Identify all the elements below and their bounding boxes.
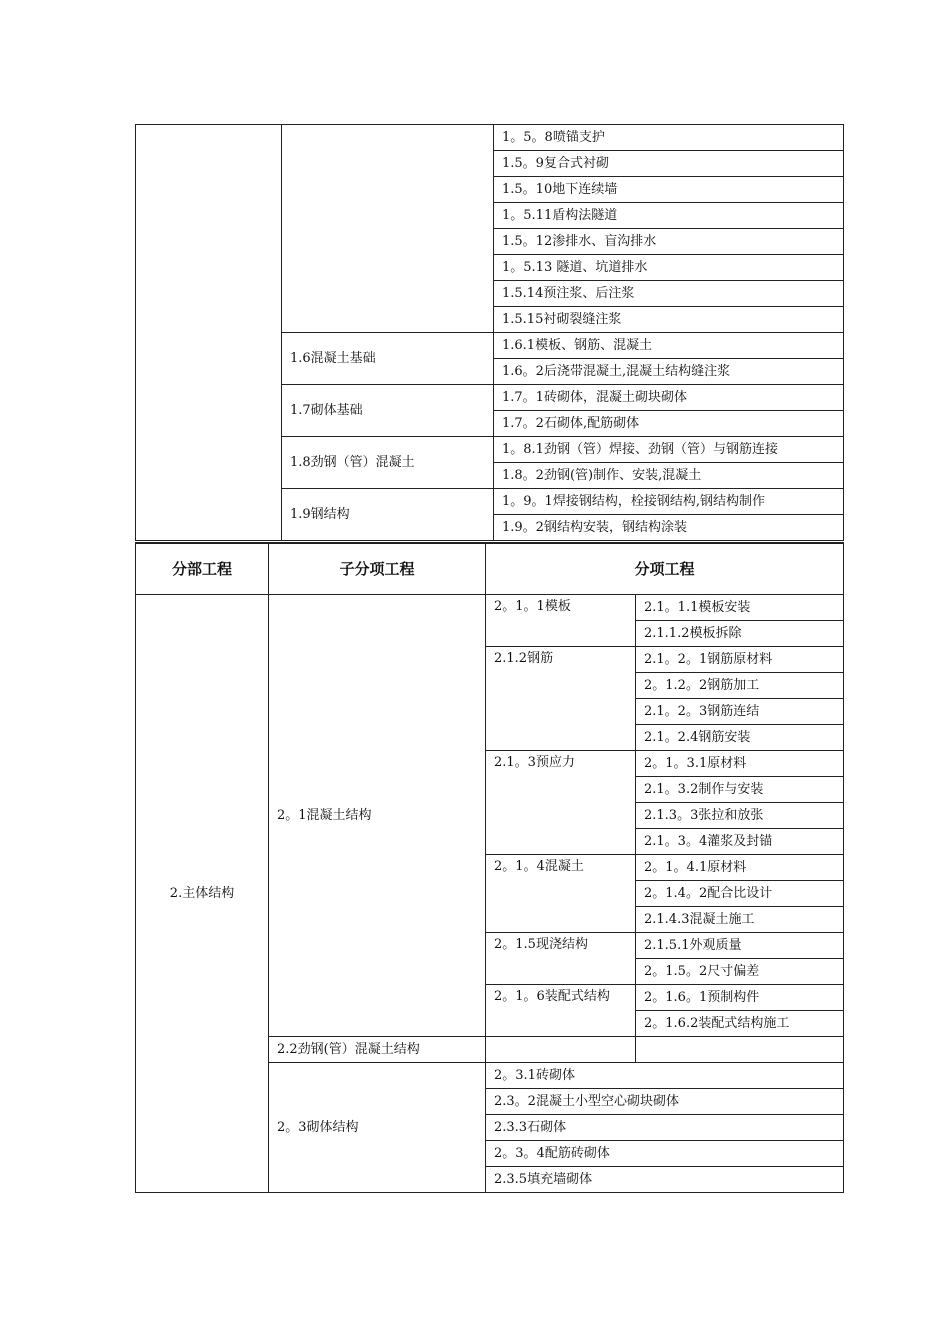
sub-item-cell: 2。1.6。1预制构件 — [636, 985, 844, 1011]
item-cell: 1.5.15衬砌裂缝注浆 — [494, 307, 844, 333]
main-structure-table — [135, 542, 844, 1193]
item-cell: 2.3.3石砌体 — [486, 1115, 844, 1141]
item-group: 2。1。4混凝土 — [486, 855, 636, 933]
sub-item-cell: 2.1。2.4钢筋安装 — [636, 725, 844, 751]
item-cell: 1.6。2后浇带混凝土,混凝土结构缝注浆 — [494, 359, 844, 385]
sub-division-cell: 1.9钢结构 — [282, 489, 494, 541]
item-cell: 1.7。1砖砌体，混凝土砌块砌体 — [494, 385, 844, 411]
sub-item-cell: 2.1。2。3钢筋连结 — [636, 699, 844, 725]
sub-item-cell: 2.1.5.1外观质量 — [636, 933, 844, 959]
item-group: 2。1.5现浇结构 — [486, 933, 636, 985]
item-group: 2.1。3预应力 — [486, 751, 636, 855]
item-cell: 1.9。2钢结构安装，钢结构涂装 — [494, 515, 844, 541]
sub-division-steel-concrete: 2.2劲钢(管）混凝土结构 — [269, 1037, 486, 1063]
sub-division-cell-empty — [282, 125, 494, 333]
division-cell-empty — [136, 125, 282, 541]
sub-item-cell: 2。1.5。2尺寸偏差 — [636, 959, 844, 985]
sub-division-cell: 1.8劲钢（管）混凝土 — [282, 437, 494, 489]
item-cell: 2。3。4配筋砖砌体 — [486, 1141, 844, 1167]
item-cell: 1.5。9复合式衬砌 — [494, 151, 844, 177]
item-cell: 2。3.1砖砌体 — [486, 1063, 844, 1089]
item-cell: 1.7。2石砌体,配筋砌体 — [494, 411, 844, 437]
empty-cell — [486, 1037, 636, 1063]
sub-item-cell: 2.1.3。3张拉和放张 — [636, 803, 844, 829]
item-cell: 2.3。2混凝土小型空心砌块砌体 — [486, 1089, 844, 1115]
sub-division-masonry: 2。3砌体结构 — [269, 1063, 486, 1193]
item-cell: 1。8.1劲钢（管）焊接、劲钢（管）与钢筋连接 — [494, 437, 844, 463]
sub-item-cell: 2.1。1.1模板安装 — [636, 595, 844, 621]
item-group: 2。1。1模板 — [486, 595, 636, 647]
item-cell: 1。9。1焊接钢结构，栓接钢结构,钢结构制作 — [494, 489, 844, 515]
item-cell: 2.3.5填充墙砌体 — [486, 1167, 844, 1193]
sub-division-cell: 1.7砌体基础 — [282, 385, 494, 437]
sub-item-cell: 2。1。4.1原材料 — [636, 855, 844, 881]
item-group: 2。1。6装配式结构 — [486, 985, 636, 1037]
item-cell: 1.5。12渗排水、盲沟排水 — [494, 229, 844, 255]
item-cell: 1.6.1模板、钢筋、混凝土 — [494, 333, 844, 359]
continuation-table — [135, 124, 844, 541]
item-group: 2.1.2钢筋 — [486, 647, 636, 751]
header-sub-division: 子分项工程 — [269, 543, 486, 595]
item-cell: 1.5。10地下连续墙 — [494, 177, 844, 203]
item-cell: 1。5。8喷锚支护 — [494, 125, 844, 151]
division-main-structure: 2.主体结构 — [136, 595, 269, 1193]
header-items: 分项工程 — [486, 543, 844, 595]
sub-division-concrete: 2。1混凝土结构 — [269, 595, 486, 1037]
sub-item-cell: 2.1.1.2模板拆除 — [636, 621, 844, 647]
sub-division-cell: 1.6混凝土基础 — [282, 333, 494, 385]
sub-item-cell: 2。1.2。2钢筋加工 — [636, 673, 844, 699]
sub-item-cell: 2.1。3。4灌浆及封锚 — [636, 829, 844, 855]
sub-item-cell: 2.1。2。1钢筋原材料 — [636, 647, 844, 673]
table-header-row — [136, 543, 844, 595]
sub-item-cell: 2.1。3.2制作与安装 — [636, 777, 844, 803]
sub-item-cell: 2。1.6.2装配式结构施工 — [636, 1011, 844, 1037]
item-cell: 1.8。2劲钢(管)制作、安装,混凝土 — [494, 463, 844, 489]
sub-item-cell: 2。1。3.1原材料 — [636, 751, 844, 777]
header-division: 分部工程 — [136, 543, 269, 595]
item-cell: 1.5.14预注浆、后注浆 — [494, 281, 844, 307]
item-cell: 1。5.13 隧道、坑道排水 — [494, 255, 844, 281]
item-cell: 1。5.11盾构法隧道 — [494, 203, 844, 229]
sub-item-cell: 2.1.4.3混凝土施工 — [636, 907, 844, 933]
sub-item-cell: 2。1.4。2配合比设计 — [636, 881, 844, 907]
empty-cell — [636, 1037, 844, 1063]
